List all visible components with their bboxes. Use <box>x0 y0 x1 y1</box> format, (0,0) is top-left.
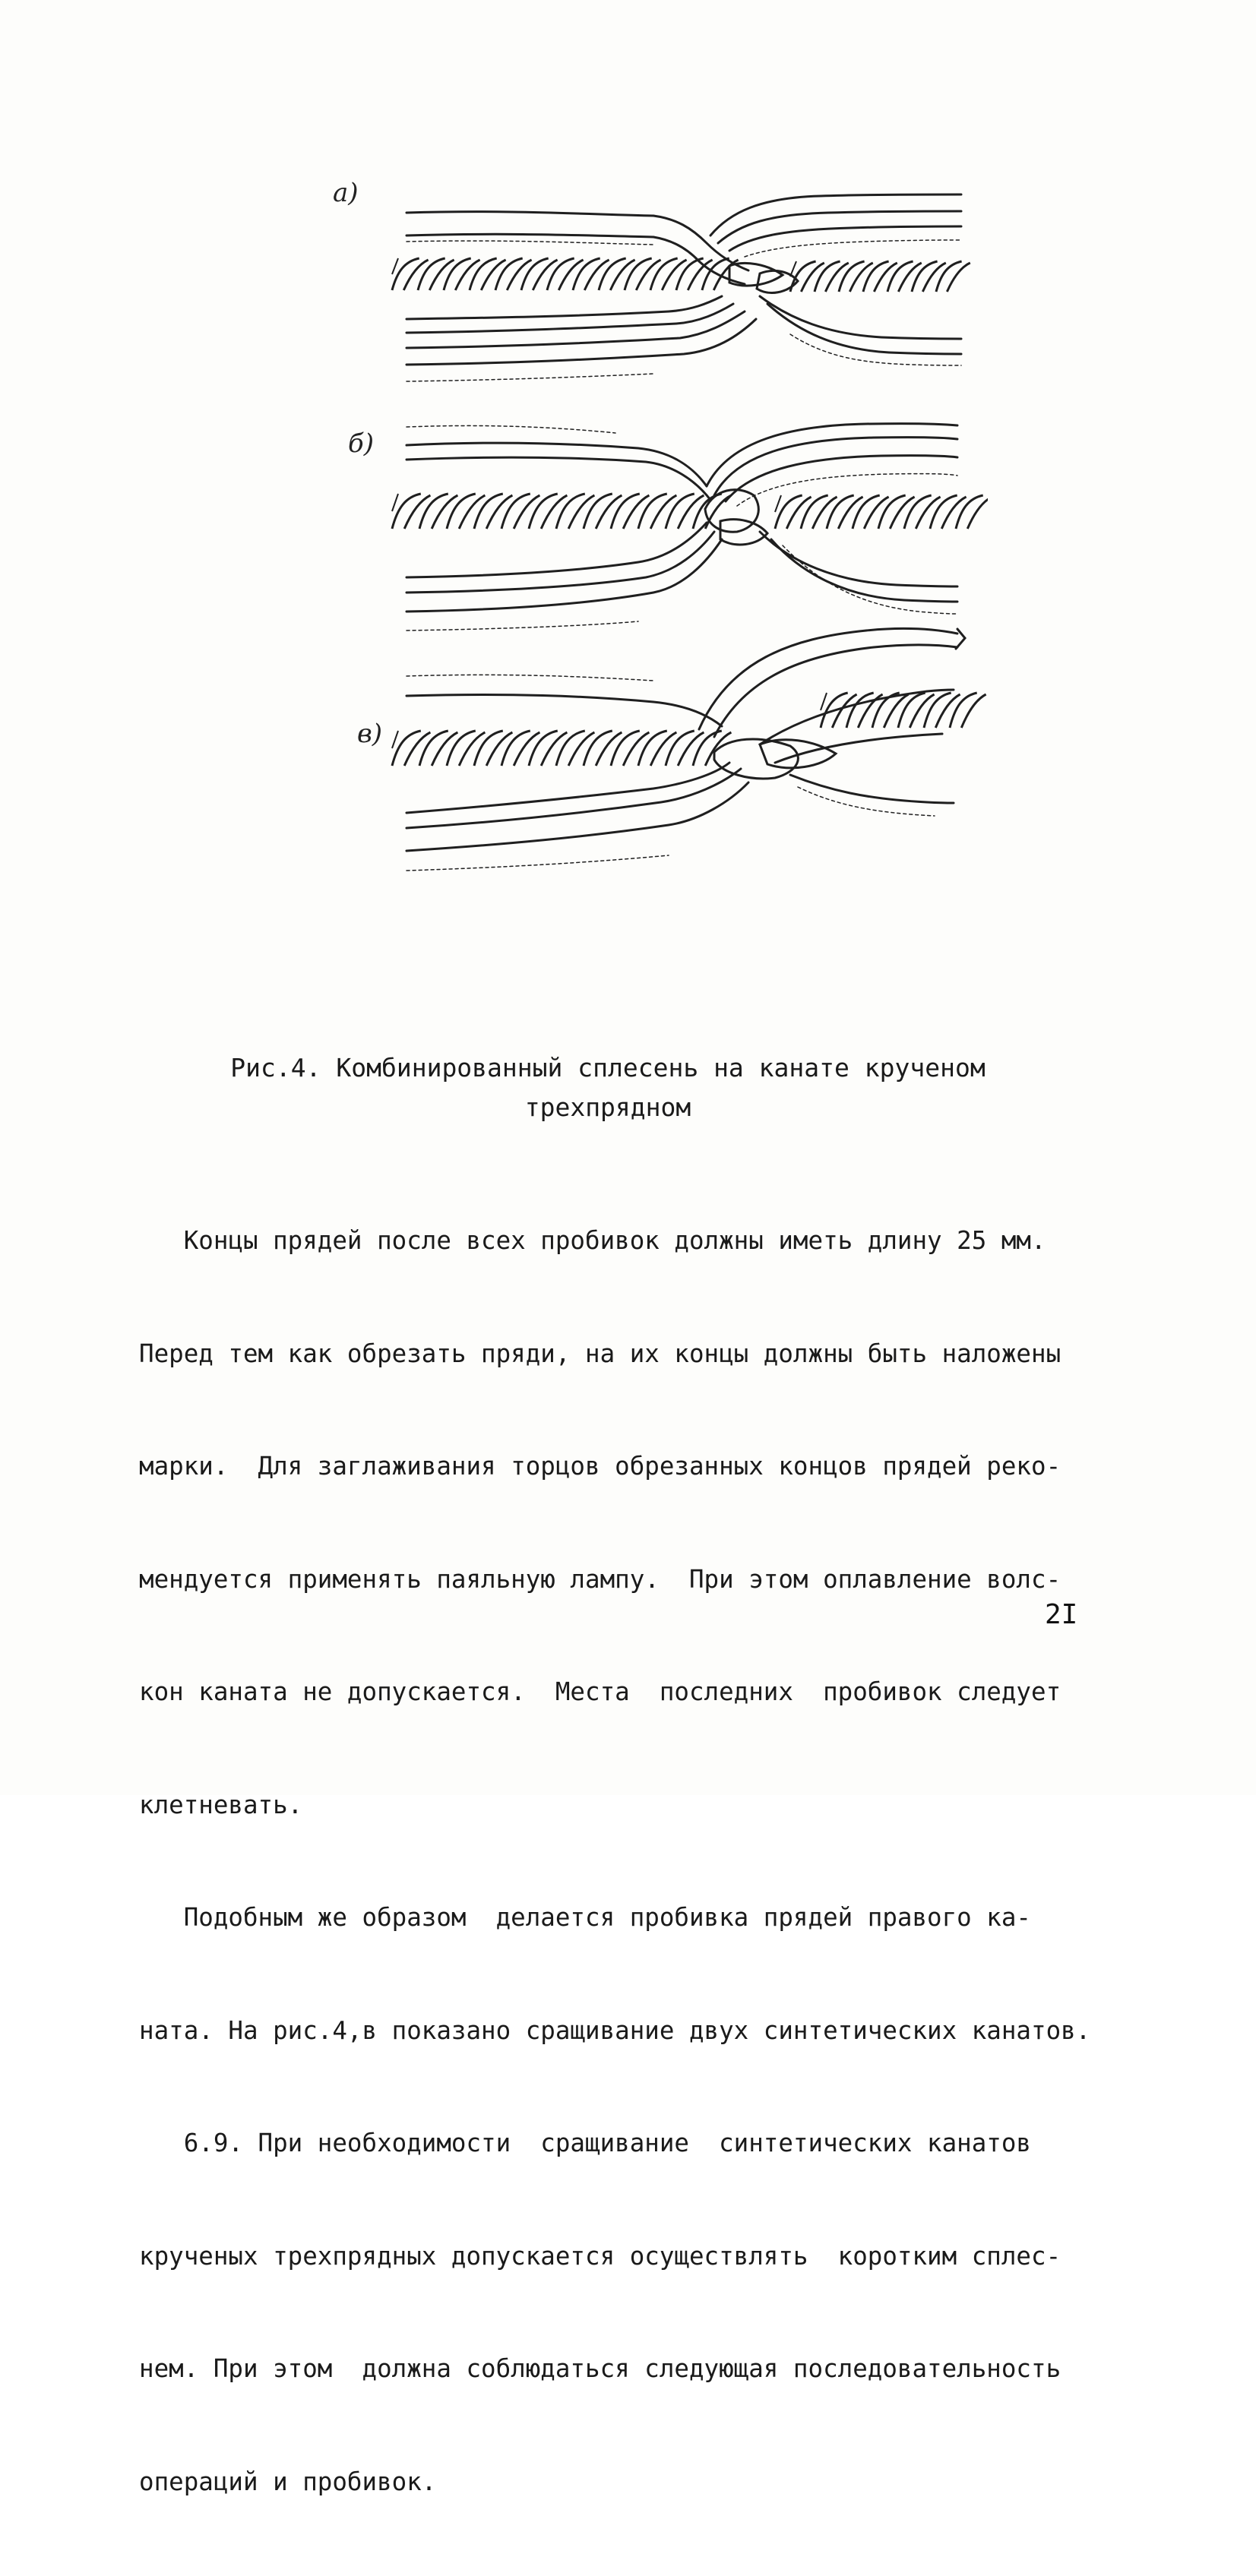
panel-b-drawing <box>407 424 957 631</box>
caption-line-2: трехпрядном <box>524 1092 691 1122</box>
figure-caption <box>152 1048 1064 1127</box>
text-line: операций и пробивок. <box>139 2467 437 2496</box>
body-paragraphs <box>139 1147 1112 2576</box>
panel-b-rope-right <box>775 495 988 529</box>
splice-figure <box>333 178 988 995</box>
rope-end <box>821 693 827 710</box>
text-line: Подобным же образом делается пробивка прядей правого ка- <box>139 1903 1031 1932</box>
text-line: мендуется применять паяльную лампу. При этом оплавление волс- <box>139 1564 1061 1594</box>
panel-c-rope-right <box>821 693 986 728</box>
panel-b-rope-left <box>392 494 731 529</box>
text-line: Перед тем как обрезать пряди, на их концы должны быть наложены <box>139 1339 1061 1368</box>
panel-b-label: б) <box>348 428 375 459</box>
rope-end <box>392 494 398 511</box>
text-line: Концы прядей после всех пробивок должны иметь длину 25 мм. <box>139 1226 1046 1255</box>
caption-line-1: Рис.4. Комбинированный сплесень на канате крученом <box>230 1053 986 1083</box>
page-number: 2I <box>1045 1599 1078 1630</box>
rope-splice-illustration <box>334 182 988 995</box>
panel-a-rope-left <box>392 258 739 290</box>
panel-a-label: а) <box>333 178 359 208</box>
text-line: кон каната не допускается. Места последних пробивок следует <box>139 1677 1061 1706</box>
rope-end <box>392 731 398 748</box>
text-line: крученых трехпрядных допускается осуществлять коротким сплес- <box>139 2241 1061 2271</box>
text-line: нем. При этом должна соблюдаться следующая последовательность <box>139 2354 1061 2383</box>
rope-end <box>790 261 796 277</box>
text-line: марки. Для заглаживания торцов обрезанных концов прядей реко- <box>139 1452 1061 1481</box>
rope-end <box>775 495 781 512</box>
rope-end <box>392 258 398 274</box>
panel-c-rope-left <box>392 731 731 766</box>
panel-c-label: в) <box>357 719 383 749</box>
text-line: клетневать. <box>139 1790 303 1819</box>
panel-a-rope-right <box>790 261 970 292</box>
text-line: ната. На рис.4,в показано сращивание двух синтетических канатов. <box>139 2015 1091 2045</box>
text-line: 6.9. При необходимости сращивание синтетических канатов <box>139 2129 1031 2157</box>
